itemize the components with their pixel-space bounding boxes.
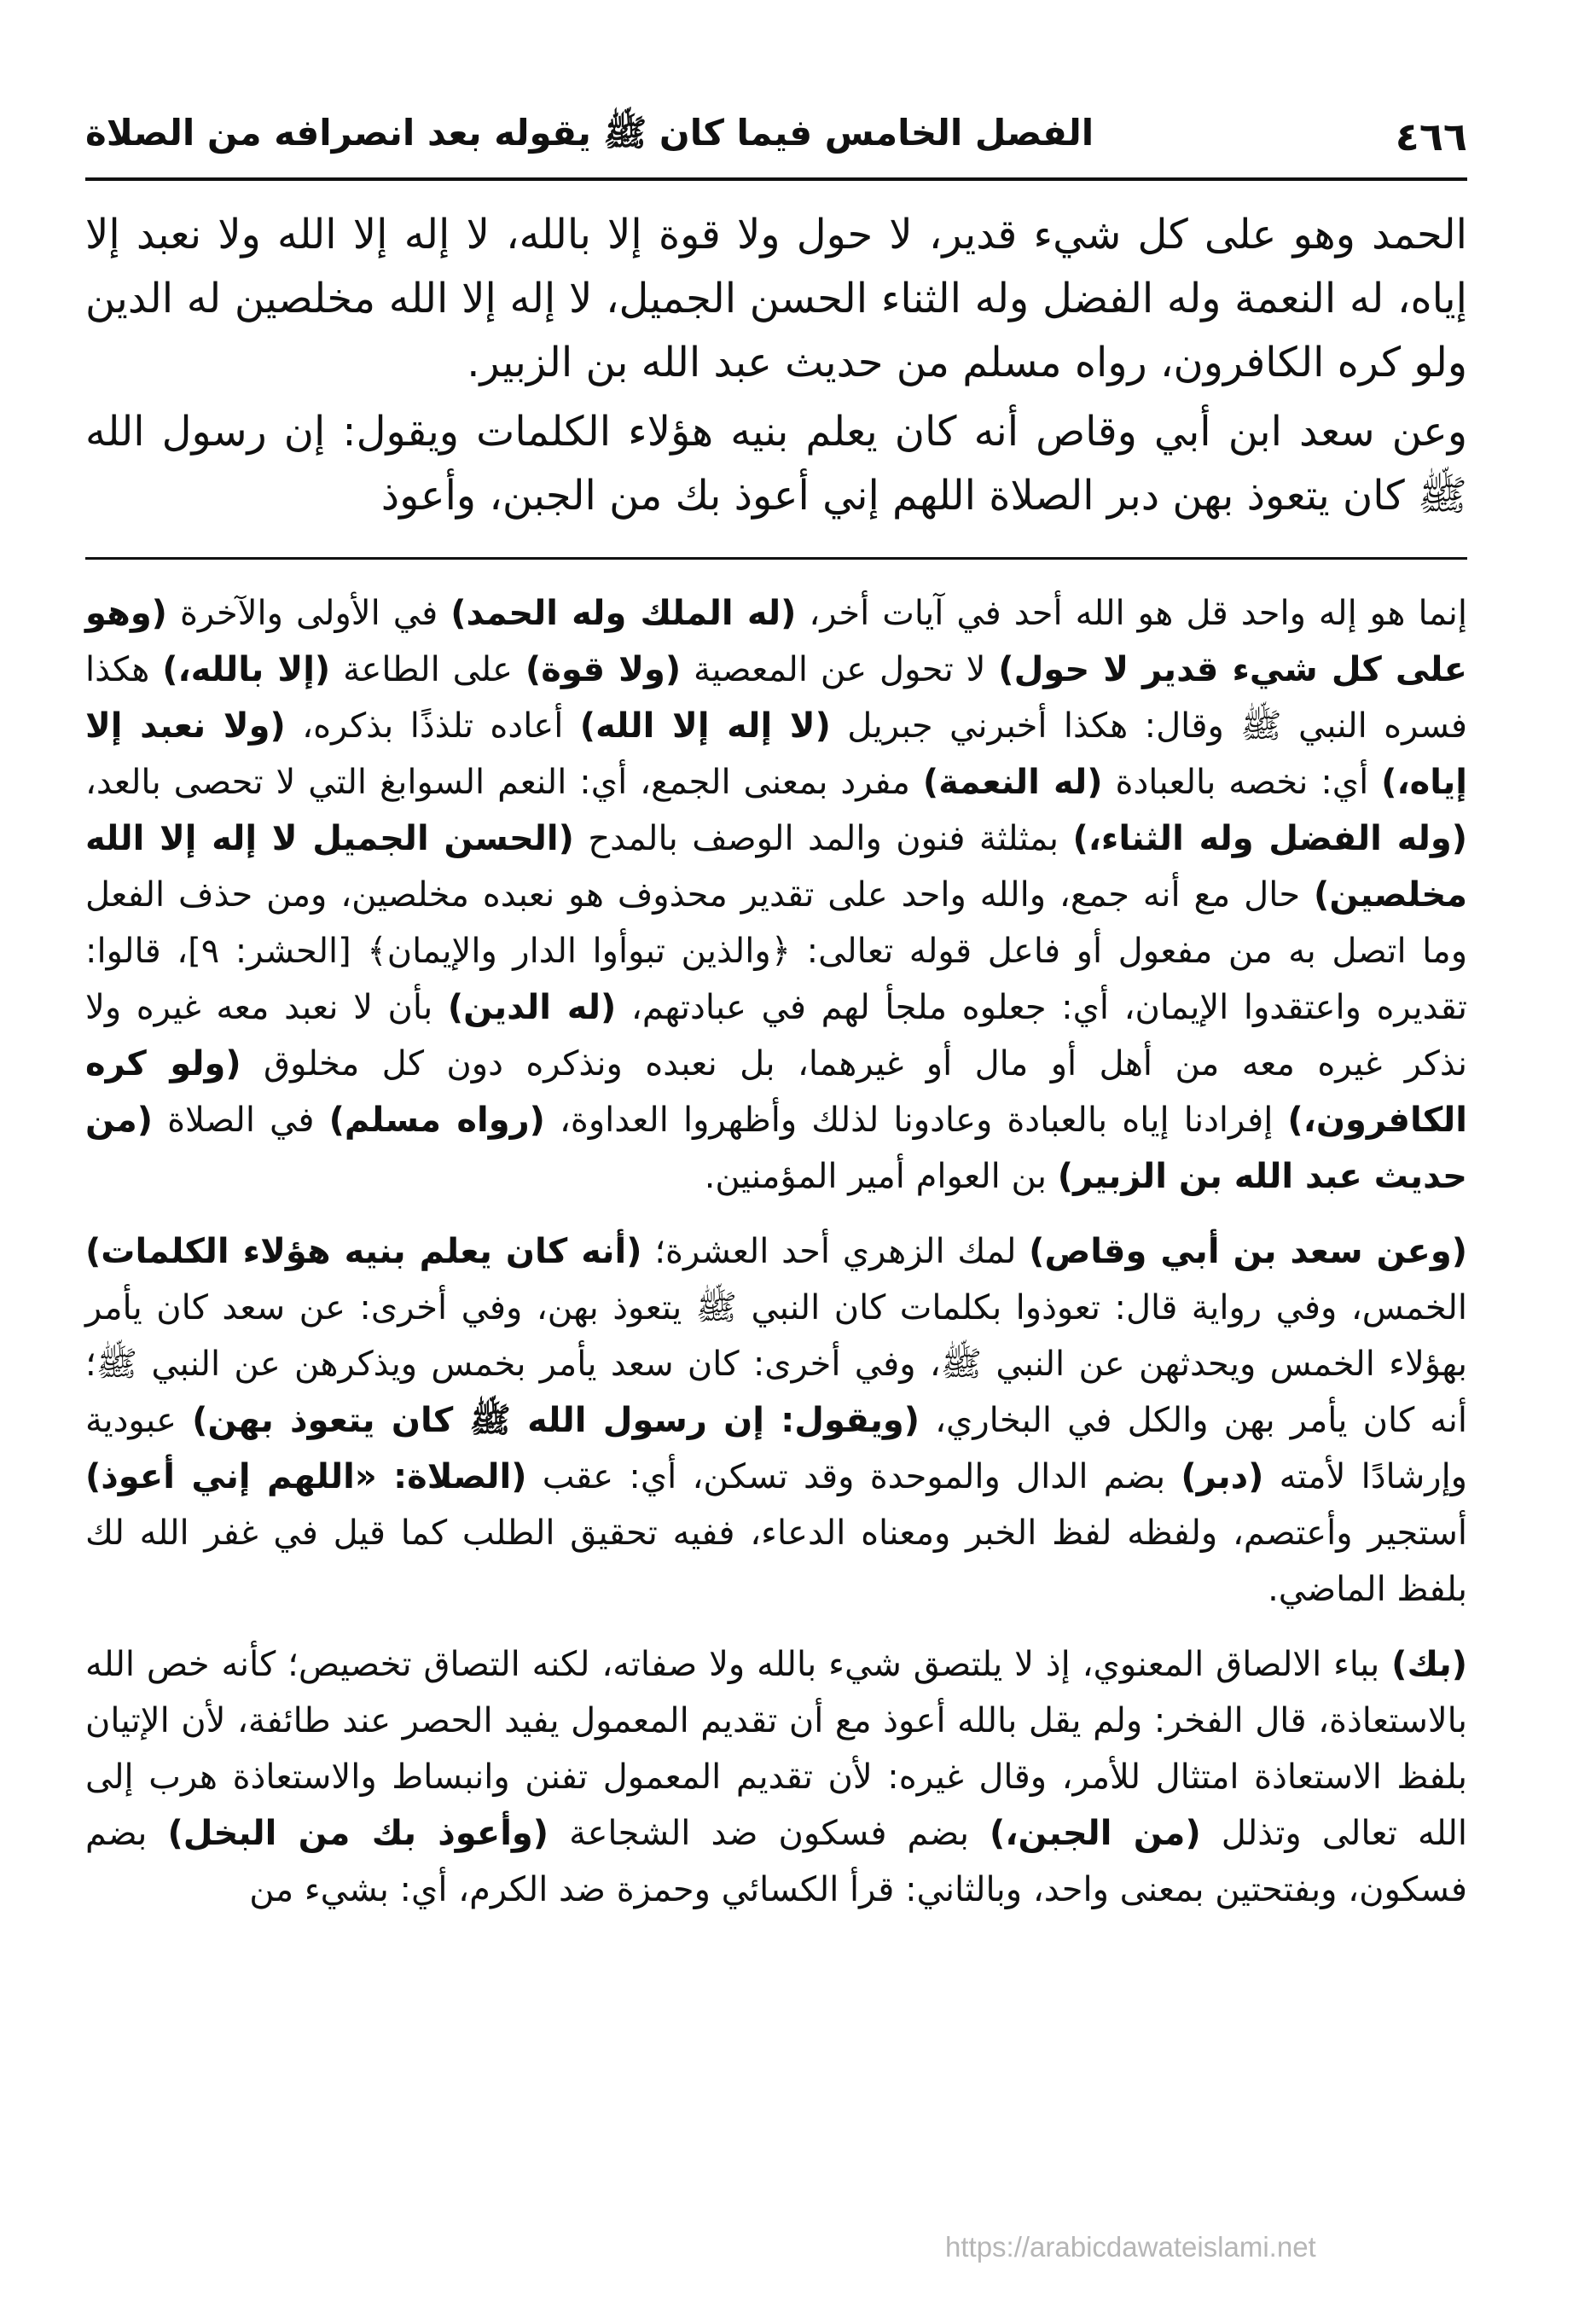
page-number: ٤٦٦ [1395,113,1467,160]
bold-quote: (بك) [1391,1645,1467,1684]
commentary-text: بضم فسكون، وبفتحتين بمعنى واحد، وبالثاني: قرأ الكسائي وحمزة ضد الكرم، أي: بشيء من [85,1814,1467,1909]
commentary-text: عبودية وإرشادًا لأمته [85,1401,1468,1496]
main-text [85,203,1467,528]
commentary-paragraph [85,585,1467,1205]
bold-quote: (له الملك وله الحمد) [450,594,797,633]
bold-quote: (الصلاة: «اللهم إني أعوذ) [85,1457,527,1496]
commentary-text: أستجير وأعتصم، ولفظه لفظ الخبر ومعناه الدعاء، ففيه تحقيق الطلب كما قيل في غفر الله لك بلفظ الماضي. [85,1514,1467,1609]
commentary-text: لمك الزهري أحد العشرة؛ [641,1232,1030,1271]
bold-quote: (وله الفضل وله الثناء،) [1072,819,1467,858]
commentary-text: مفرد بمعنى الجمع، أي: النعم السوابغ التي لا تحصى بالعد، [85,763,923,802]
commentary-text: أي: نخصه بالعبادة [1102,763,1382,802]
bold-quote: (دبر) [1181,1457,1264,1496]
book-page [85,102,1467,1937]
commentary-text: إنما هو إله واحد قل هو الله أحد في آيات أخر، [796,594,1467,633]
bold-quote: (ولا قوة) [525,650,682,689]
commentary-text: على الطاعة [330,650,525,689]
main-paragraph: وعن سعد ابن أبي وقاص أنه كان يعلم بنيه هؤلاء الكلمات ويقول: إن رسول الله ﷺ كان يتعوذ بهن دبر الصلاة اللهم إني أعوذ بك من الجبن، وأعوذ [85,408,1467,520]
commentary-text: في الصلاة [153,1101,329,1140]
main-paragraph: الحمد وهو على كل شيء قدير، لا حول ولا قوة إلا بالله، لا إله إلا الله ولا نعبد إلا إياه، له النعمة وله الفضل وله الثناء الحسن الجميل، لا إله إلا الله مخلصين له الدين ولو كره الكافرون، رواه مسلم من حديث عبد الله بن الزبير. [85,211,1467,386]
header-rule [85,177,1467,181]
commentary-text: بأن لا نعبد معه غيره ولا نذكر غيره معه من أهل أو مال أو غيرهما، بل نعبده ونذكره دون كل مخلوق [85,988,1467,1084]
bold-quote: (إلا بالله،) [162,650,331,689]
section-divider [85,557,1467,560]
commentary-text: في الأولى والآخرة [166,594,451,633]
bold-quote: (وهو على كل شيء قدير لا حول) [85,594,1467,689]
commentary-text: هكذا فسره النبي ﷺ وقال: هكذا أخبرني جبريل [85,650,1468,746]
bold-quote: (ويقول: إن رسول الله ﷺ كان يتعوذ بهن) [192,1401,920,1440]
watermark-url: https://arabicdawateislami.net [945,2231,1316,2263]
commentary-text: أعاده تلذذًا بذكره، [285,706,580,746]
bold-quote: (الحسن الجميل لا إله إلا الله مخلصين) [85,819,1467,915]
commentary-paragraph [85,1636,1467,1918]
bold-quote: (وأعوذ بك من البخل) [167,1814,549,1853]
bold-quote: (من حديث عبد الله بن الزبير) [85,1101,1467,1196]
bold-quote: (لا إله إلا الله) [579,706,831,746]
commentary-text: حال مع أنه جمع، والله واحد على تقدير محذوف هو نعبده مخلصين، ومن حذف الفعل وما اتصل به من مفعول أو فاعل قوله تعالى: ﴿والذين تبوأوا الدار والإيمان﴾ [الحشر: ٩]، قالوا: تقديره واعتقدوا الإيمان، أي: جعلوه ملجأ لهم في عبادتهم، [85,875,1468,1027]
commentary [85,585,1467,1918]
commentary-text: إفرادنا إياه بالعبادة وعادونا لذلك وأظهروا العداوة، [544,1101,1288,1140]
commentary-text: بضم الدال والموحدة وقد تسكن، أي: عقب [526,1457,1181,1496]
page-header [85,102,1467,171]
commentary-text: لا تحول عن المعصية [681,650,999,689]
bold-quote: (ولو كره الكافرون،) [85,1044,1467,1140]
bold-quote: (ولا نعبد إلا إياه،) [85,706,1467,802]
bold-quote: (من الجبن،) [990,1814,1201,1853]
bold-quote: (له الدين) [447,988,617,1027]
commentary-text: بباء الالصاق المعنوي، إذ لا يلتصق شيء بالله ولا صفاته، لكنه التصاق تخصيص؛ كأنه خص الله بالاستعاذة، قال الفخر: ولم يقل بالله أعوذ مع أن تقديم المعمول يفيد الحصر عند طائفة، لأن الإتيان بلفظ الاستعاذة امتثال للأمر، وقال غيره: لأن تقديم المعمول تفنن وانبساط والاستعاذة هرب إلى الله تعالى وتذلل [85,1645,1468,1853]
bold-quote: (أنه كان يعلم بنيه هؤلاء الكلمات) [85,1232,642,1271]
chapter-title: الفصل الخامس فيما كان ﷺ يقوله بعد انصرافه من الصلاة [85,111,1094,154]
bold-quote: (رواه مسلم) [328,1101,545,1140]
commentary-text: بمثلثة فنون والمد الوصف بالمدح [573,819,1073,858]
commentary-paragraph [85,1223,1467,1618]
bold-quote: (وعن سعد بن أبي وقاص) [1029,1232,1467,1271]
commentary-text: بن العوام أمير المؤمنين. [704,1157,1058,1196]
commentary-text: بضم فسكون ضد الشجاعة [549,1814,990,1853]
bold-quote: (له النعمة) [922,763,1103,802]
commentary-text: الخمس، وفي رواية قال: تعوذوا بكلمات كان النبي ﷺ يتعوذ بهن، وفي أخرى: عن سعد كان يأمر بهؤلاء الخمس ويحدثهن عن النبي ﷺ، وفي أخرى: كان سعد يأمر بخمس ويذكرهن عن النبي ﷺ؛ أنه كان يأمر بهن والكل في البخاري، [85,1288,1467,1440]
